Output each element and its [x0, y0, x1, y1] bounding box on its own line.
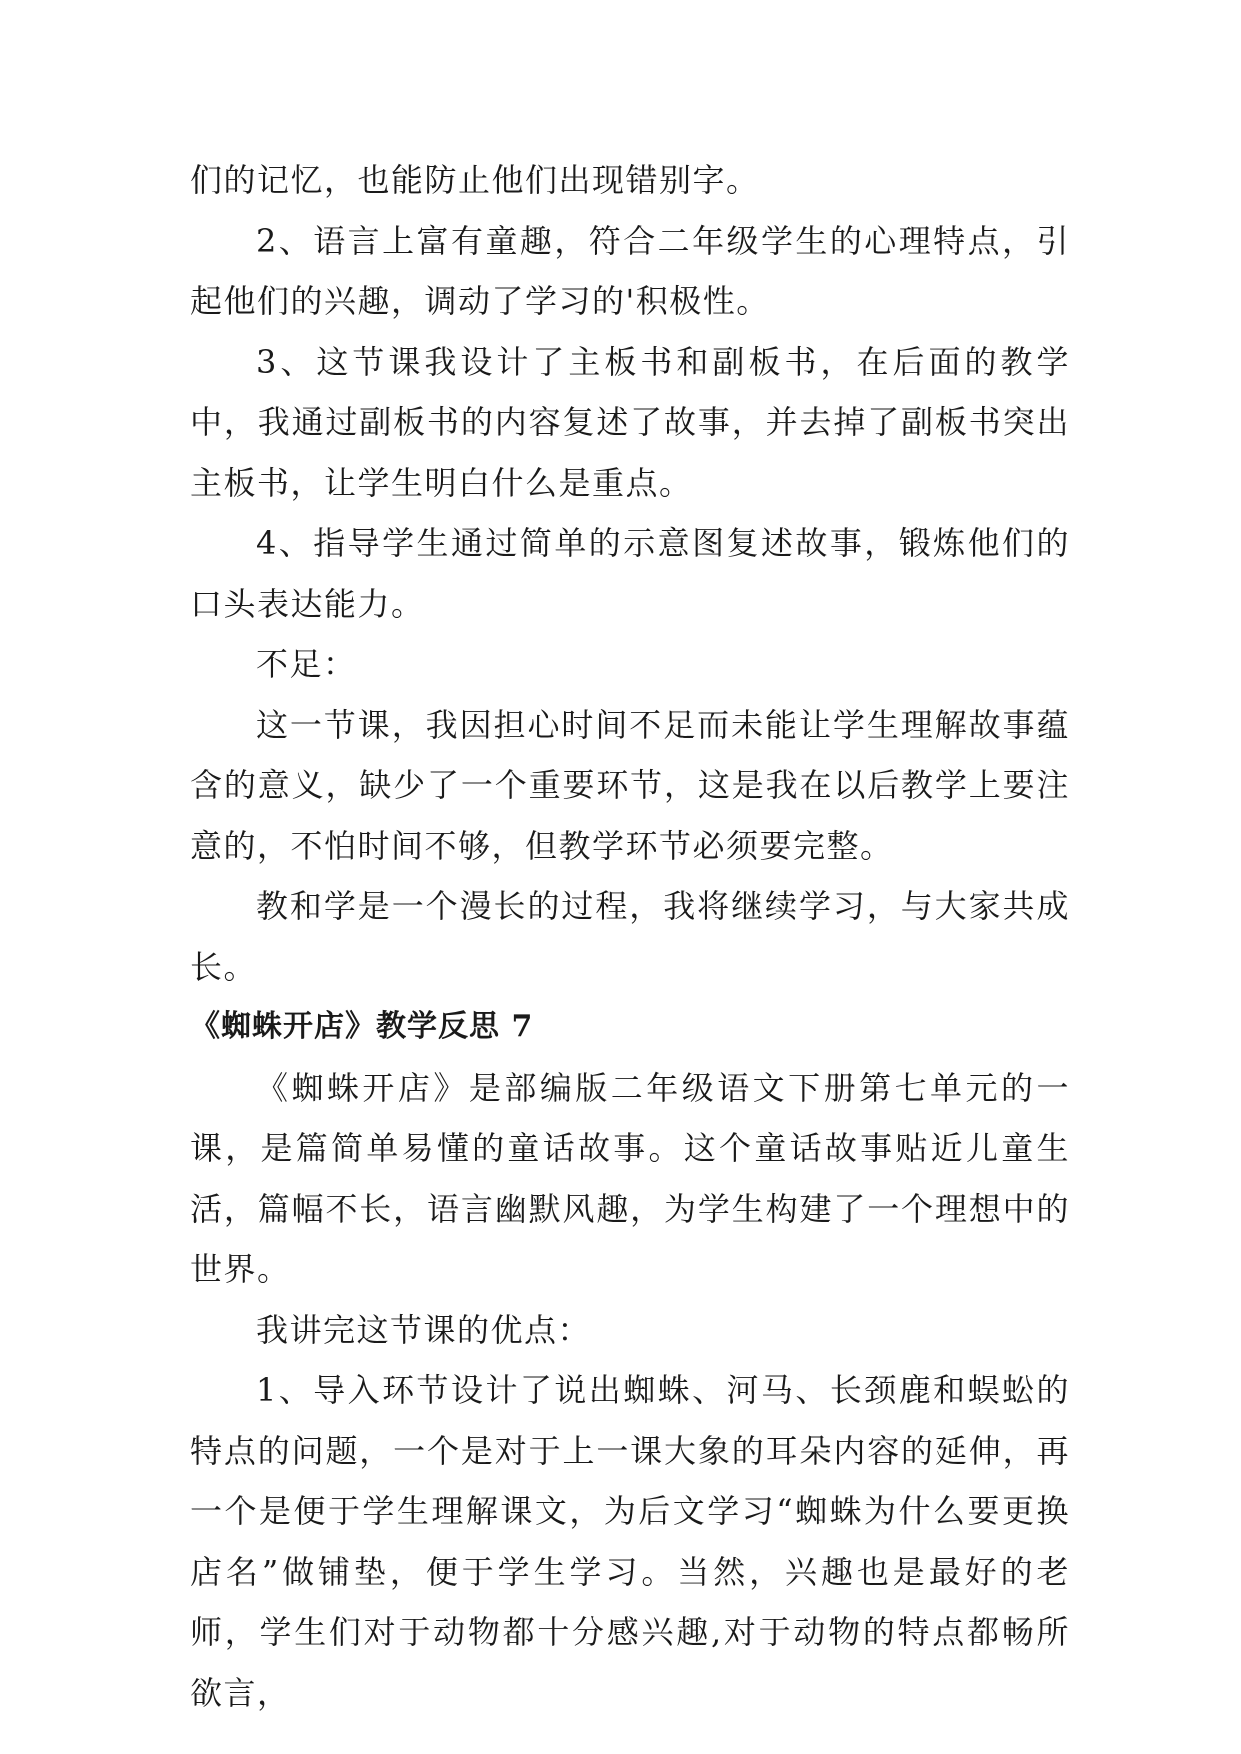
document-body [190, 150, 1070, 1723]
paragraph-memory: 们的记忆，也能防止他们出现错别字。 [190, 161, 760, 199]
paragraph-shortcomings: 这一节课，我因担心时间不足而未能让学生理解故事蕴含的意义，缺少了一个重要环节，这是我在以后教学上要注意的，不怕时间不够，但教学环节必须要完整。 [190, 705, 1070, 865]
paragraph-point-2: 2、语言上富有童趣，符合二年级学生的心理特点，引起他们的兴趣，调动了学习的'积极性。 [190, 221, 1070, 320]
paragraph-strengths-label: 我讲完这节课的优点： [256, 1310, 592, 1349]
paragraph-intro: 《蜘蛛开店》是部编版二年级语文下册第七单元的一课，是篇简单易懂的童话故事。这个童话故事贴近儿童生活，篇幅不长，语言幽默风趣，为学生构建了一个理想中的世界。 [190, 1068, 1070, 1288]
paragraph-shortcomings-label: 不足： [256, 645, 357, 683]
paragraph-point-3: 3、这节课我设计了主板书和副板书，在后面的教学中，我通过副板书的内容复述了故事，并去掉了副板书突出主板书，让学生明白什么是重点。 [190, 342, 1070, 502]
section-heading: 《蜘蛛开店》教学反思 7 [190, 1009, 534, 1044]
paragraph-point-1: 1、导入环节设计了说出蜘蛛、河马、长颈鹿和蜈蚣的特点的问题，一个是对于上一课大象的耳朵内容的延伸，再一个是便于学生理解课文，为后文学习“蜘蛛为什么要更换店名”做铺垫，便于学生学习。当然，兴趣也是最好的老师，学生们对于动物都十分感兴趣,对于动物的特点都畅所欲言， [190, 1371, 1070, 1712]
paragraph-point-4: 4、指导学生通过简单的示意图复述故事，锻炼他们的口头表达能力。 [190, 524, 1070, 623]
paragraph-conclusion: 教和学是一个漫长的过程，我将继续学习，与大家共成长。 [190, 887, 1070, 986]
